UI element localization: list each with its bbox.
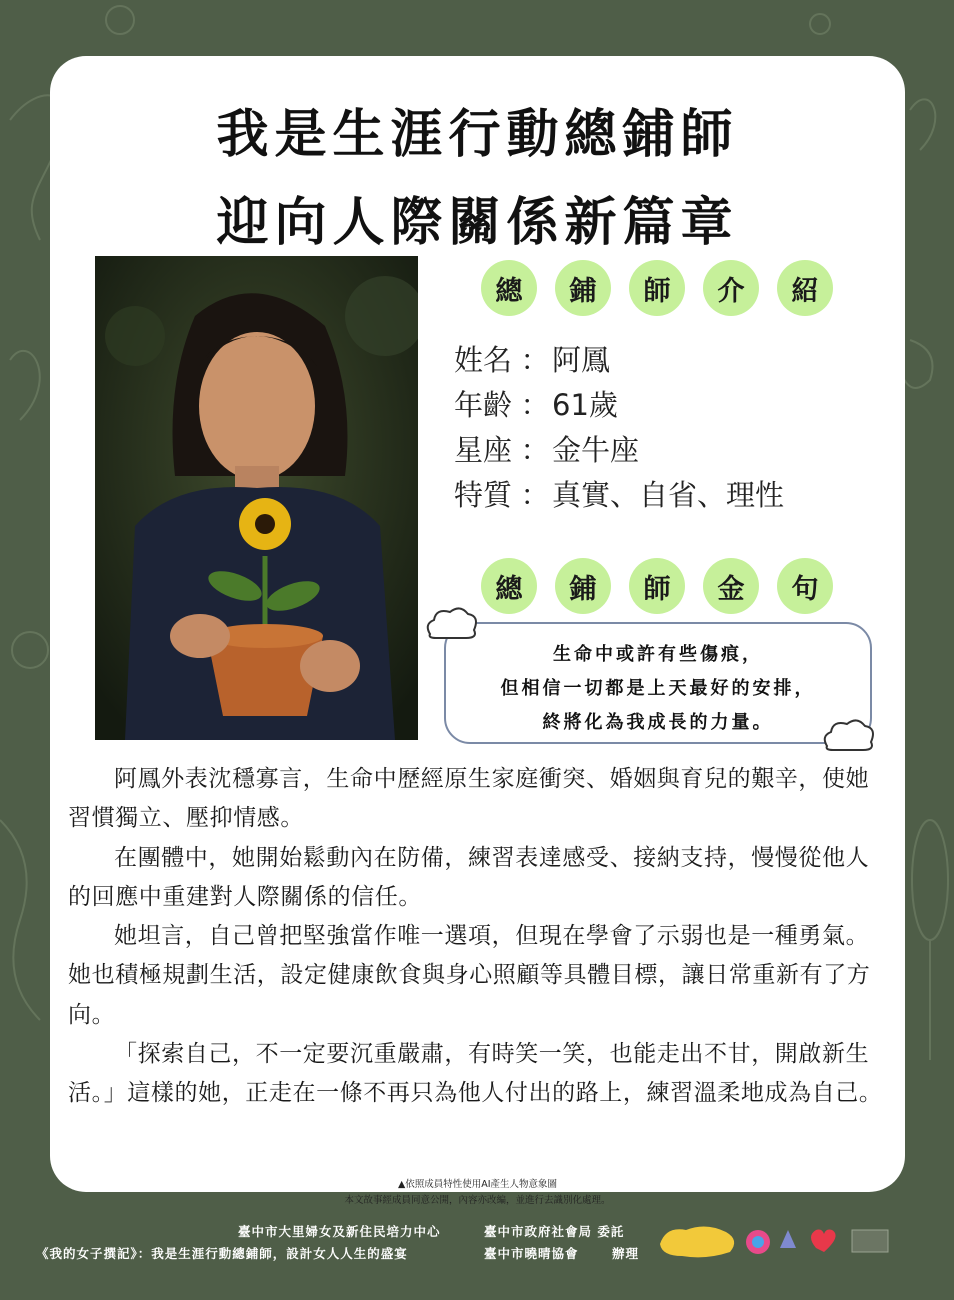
image-note: ▲依照成員特性使用AI產生人物意象圖 xyxy=(397,1179,558,1190)
title-line-2: 迎向人際關係新篇章 xyxy=(216,192,739,253)
quote-heading-char: 師 xyxy=(629,558,685,614)
profile-value: 61歲 xyxy=(552,388,618,422)
intro-heading-char: 總 xyxy=(481,260,537,316)
quote-box xyxy=(444,622,872,744)
association-logo-icon xyxy=(852,1230,888,1252)
story-paragraph: 她坦言，自己曾把堅強當作唯一選項，但現在學會了示弱也是一種勇氣。她也積極規劃生活，設定健康飲食與身心照顧等具體目標，讓日常重新有了方向。 xyxy=(68,923,871,1028)
quote-line: 終將化為我成長的力量。 xyxy=(542,712,774,733)
title-line-1: 我是生涯行動總鋪師 xyxy=(216,104,739,165)
colon: ： xyxy=(520,478,550,512)
profile-info xyxy=(454,338,784,518)
quote-heading-char: 金 xyxy=(703,558,759,614)
quote-heading-char: 鋪 xyxy=(555,558,611,614)
quote-line: 但相信一切都是上天最好的安排， xyxy=(500,678,816,699)
profile-row-name xyxy=(454,338,784,383)
colon: ： xyxy=(520,343,550,377)
profile-value: 金牛座 xyxy=(552,433,640,467)
profile-value: 真實、自省、理性 xyxy=(552,478,785,512)
intro-heading-char: 鋪 xyxy=(555,260,611,316)
portrait-image xyxy=(95,256,418,740)
content-card xyxy=(50,56,905,1206)
quote-line: 生命中或許有些傷痕， xyxy=(553,644,763,665)
footer-org-center: 臺中市大里婦女及新住民培力中心 xyxy=(238,1224,441,1239)
consent-note: 本文故事經成員同意公開，內容亦改編，並進行去識別化處理。 xyxy=(344,1195,611,1206)
taichung-map-logo-icon xyxy=(660,1226,734,1257)
colon: ： xyxy=(520,433,550,467)
profile-key: 星座 xyxy=(454,433,513,467)
intro-heading-char: 紹 xyxy=(777,260,833,316)
quote-heading-char: 總 xyxy=(481,558,537,614)
quote-heading xyxy=(481,558,833,614)
story-paragraph: 在團體中，她開始鬆動內在防備，練習表達感受、接納支持，慢慢從他人的回應中重建對人際關係的信任。 xyxy=(68,844,870,910)
intro-heading xyxy=(481,260,833,316)
footer-project: 《我的女子撰記》：我是生涯行動總鋪師，設計女人人生的盛宴 xyxy=(36,1246,408,1261)
intro-heading-char: 介 xyxy=(703,260,759,316)
profile-value: 阿鳳 xyxy=(552,343,611,377)
profile-row-traits xyxy=(454,473,784,518)
colon: ： xyxy=(520,388,550,422)
quote-heading-char: 句 xyxy=(777,558,833,614)
heart-logo-icon xyxy=(811,1230,836,1253)
profile-key: 年齡 xyxy=(454,388,513,422)
story-paragraph: 阿鳳外表沈穩寡言，生命中歷經原生家庭衝突、婚姻與育兒的艱辛，使她習慣獨立、壓抑情感。 xyxy=(68,766,870,832)
story-paragraph: 「探索自己，不一定要沉重嚴肅，有時笑一笑，也能走出不甘，開啟新生活。」這樣的她，正走在一條不再只為他人付出的路上，練習溫柔地成為自己。 xyxy=(68,1041,883,1107)
quote-text xyxy=(446,638,870,740)
profile-row-zodiac xyxy=(454,428,784,473)
portrait-illustration xyxy=(95,256,418,740)
cloud-icon xyxy=(422,604,482,644)
profile-key: 特質 xyxy=(454,478,513,512)
sponsor-logos xyxy=(656,1218,896,1264)
footer-organizer-role: 辦理 xyxy=(612,1246,640,1261)
star-logo-icon xyxy=(780,1230,796,1248)
profile-row-age xyxy=(454,383,784,428)
footer-organizer: 臺中市曉晴協會 xyxy=(484,1246,579,1261)
footer-commissioner: 臺中市政府社會局 委託 xyxy=(484,1224,625,1239)
profile-key: 姓名 xyxy=(454,343,513,377)
cloud-icon xyxy=(818,716,880,756)
story-text xyxy=(68,760,890,1114)
intro-heading-char: 師 xyxy=(629,260,685,316)
